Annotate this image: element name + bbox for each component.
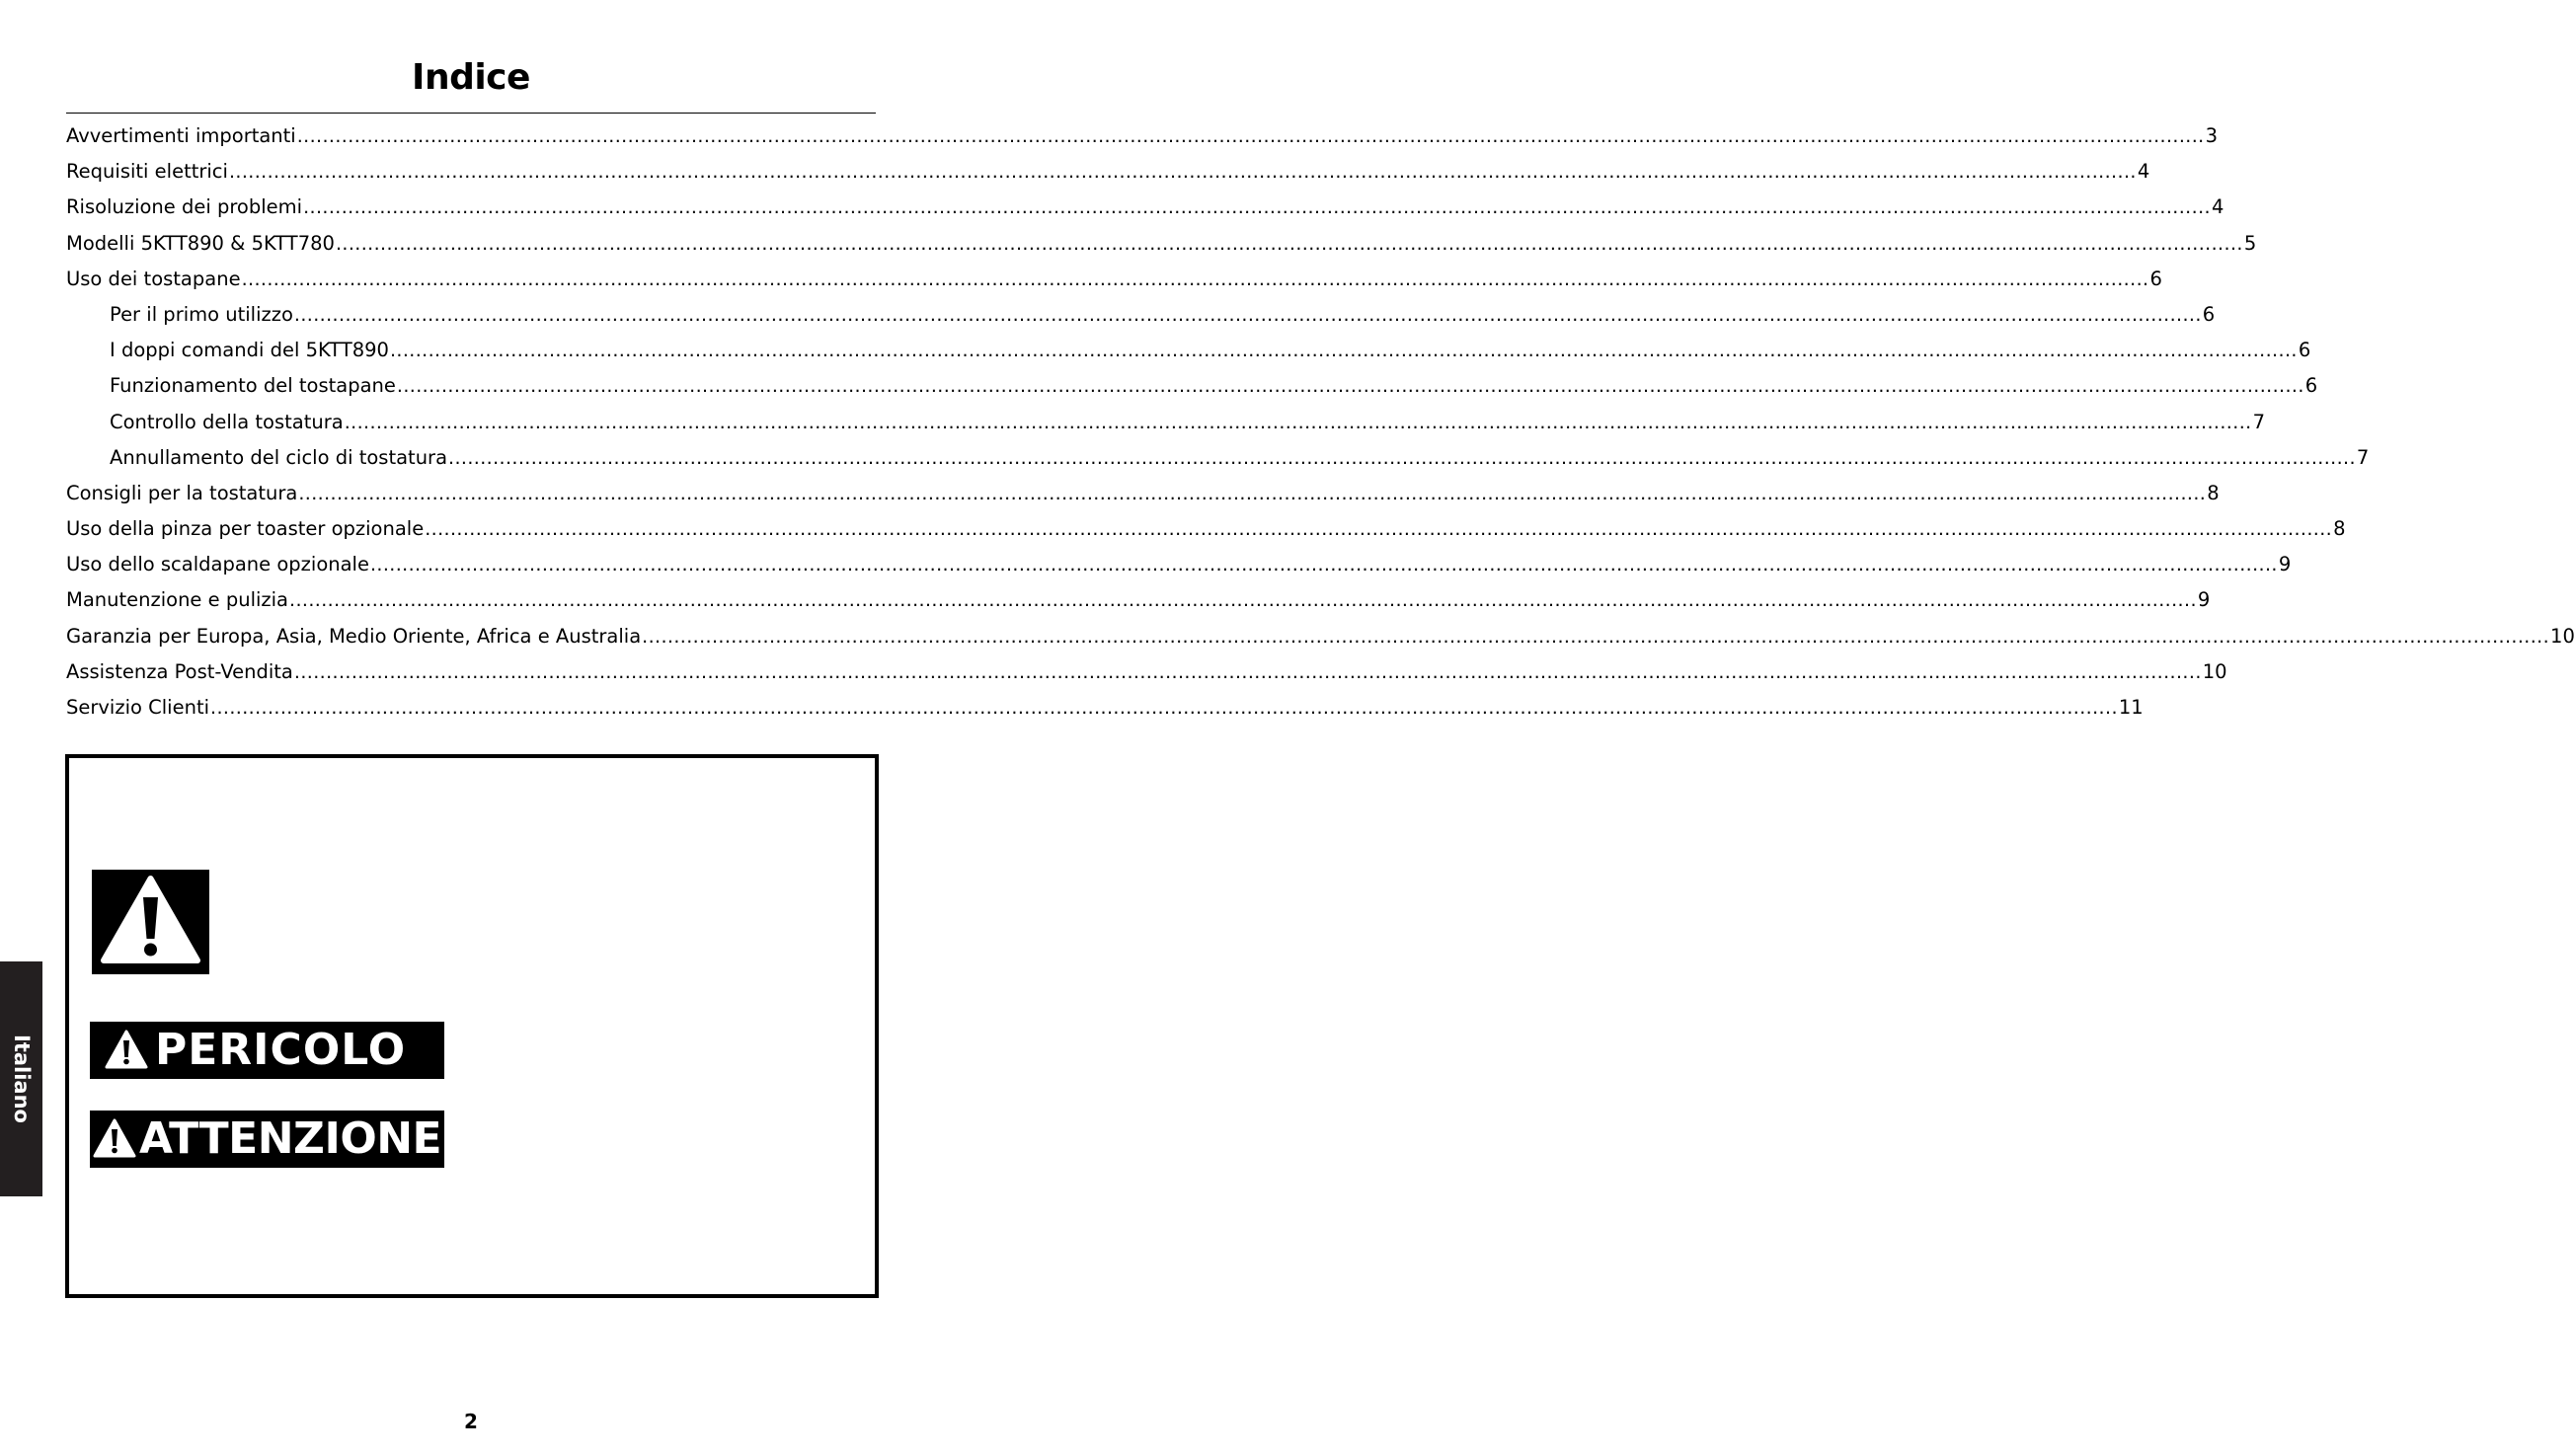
toc-dot-leader: ............................................................................................................................................................................................................................................................................................................ — [228, 161, 2137, 184]
toc-entry-label: Consigli per la tostatura — [66, 481, 298, 504]
toc-entry — [66, 333, 2311, 368]
toc-entry — [66, 297, 2216, 333]
language-tab — [0, 961, 42, 1196]
toc-entry — [66, 118, 2219, 154]
toc-entry-label: Uso della pinza per toaster opzionale — [66, 517, 425, 541]
toc-entry-label: Uso dello scaldapane opzionale — [66, 553, 369, 576]
toc-entry-page: 6 — [2298, 339, 2311, 362]
danger-warning-icon — [104, 1029, 149, 1070]
toc-entry-page: 3 — [2205, 124, 2219, 147]
toc-entry-page: 9 — [2197, 588, 2211, 612]
toc-dot-leader: ............................................................................................................................................................................................................................................................................................................ — [289, 589, 2197, 612]
toc-entry — [66, 154, 2150, 190]
toc-entry — [66, 690, 2144, 726]
toc-dot-leader: ............................................................................................................................................................................................................................................................................................................ — [425, 518, 2333, 541]
toc-dot-leader: ............................................................................................................................................................................................................................................................................................................ — [296, 125, 2205, 147]
title-divider — [66, 113, 876, 114]
toc-entry-page: 7 — [2356, 445, 2370, 469]
toc-dot-leader: ............................................................................................................................................................................................................................................................................................................ — [298, 482, 2207, 504]
toc-entry-page: 8 — [2333, 517, 2346, 541]
caution-warning-icon — [92, 1117, 137, 1159]
warning-label: ATTENZIONE — [139, 1113, 442, 1164]
toc-dot-leader: ............................................................................................................................................................................................................................................................................................................ — [303, 196, 2211, 219]
page-number: 2 — [464, 1410, 478, 1433]
toc-entry — [66, 226, 2257, 262]
safety-notice-box — [65, 754, 879, 1298]
danger-label: PERICOLO — [155, 1025, 407, 1075]
toc-entry-page: 4 — [2211, 195, 2224, 219]
toc-entry — [66, 405, 2265, 440]
toc-entry-label: Modelli 5KTT890 & 5KTT780 — [66, 231, 335, 255]
toc-entry-page: 6 — [2304, 374, 2318, 398]
toc-entry-label: Per il primo utilizzo — [110, 302, 293, 326]
toc-entry-page: 4 — [2137, 160, 2150, 184]
toc-entry — [66, 262, 2162, 297]
toc-entry-label: Avvertimenti importanti — [66, 124, 296, 147]
toc-entry-page: 7 — [2252, 410, 2265, 433]
toc-dot-leader: ............................................................................................................................................................................................................................................................................................................ — [293, 660, 2202, 683]
toc-entry-page: 10 — [2550, 624, 2575, 648]
toc-entry-label: Controllo della tostatura — [110, 410, 344, 433]
language-tab-label: Italiano — [9, 1035, 34, 1123]
toc-entry-label: Annullamento del ciclo di tostatura — [110, 445, 448, 469]
toc-dot-leader: ............................................................................................................................................................................................................................................................................................................ — [241, 268, 2149, 290]
toc-entry-page: 6 — [2149, 267, 2162, 290]
toc-entry-label: Funzionamento del tostapane — [110, 374, 396, 398]
toc-dot-leader: ............................................................................................................................................................................................................................................................................................................ — [344, 411, 2252, 433]
toc-dot-leader: ............................................................................................................................................................................................................................................................................................................ — [642, 625, 2550, 648]
toc-entry — [66, 654, 2227, 690]
toc-entry-label: I doppi comandi del 5KTT890 — [110, 339, 389, 362]
toc-entry-label: Uso dei tostapane — [66, 267, 241, 290]
toc-entry — [66, 619, 2575, 654]
page-title: Indice — [412, 57, 530, 98]
toc-entry — [66, 476, 2220, 511]
toc-dot-leader: ............................................................................................................................................................................................................................................................................................................ — [335, 232, 2243, 255]
toc-dot-leader: ............................................................................................................................................................................................................................................................................................................ — [448, 446, 2356, 469]
toc-entry-page: 6 — [2202, 302, 2216, 326]
toc-entry-label: Requisiti elettrici — [66, 160, 228, 184]
danger-badge — [90, 1022, 444, 1079]
toc-entry-label: Assistenza Post-Vendita — [66, 659, 293, 683]
toc-entry — [66, 582, 2211, 618]
toc-entry-label: Risoluzione dei problemi — [66, 195, 303, 219]
toc-entry — [66, 368, 2318, 404]
warning-triangle-icon — [92, 870, 209, 974]
warning-badge — [90, 1111, 444, 1168]
toc-entry-label: Manutenzione e pulizia — [66, 588, 289, 612]
toc-entry — [66, 547, 2292, 582]
toc-entry-page: 11 — [2118, 696, 2144, 719]
toc-dot-leader: ............................................................................................................................................................................................................................................................................................................ — [389, 340, 2298, 362]
toc-entry-page: 8 — [2207, 481, 2220, 504]
toc-dot-leader: ............................................................................................................................................................................................................................................................................................................ — [210, 697, 2118, 719]
toc-dot-leader: ............................................................................................................................................................................................................................................................................................................ — [293, 303, 2202, 326]
toc-entry-page: 10 — [2202, 659, 2227, 683]
toc-entry — [66, 511, 2346, 547]
toc-entry-page: 9 — [2278, 553, 2292, 576]
toc-entry — [66, 440, 2370, 476]
toc-entry-label: Servizio Clienti — [66, 696, 210, 719]
toc-entry-label: Garanzia per Europa, Asia, Medio Oriente, Africa e Australia — [66, 624, 642, 648]
toc-dot-leader: ............................................................................................................................................................................................................................................................................................................ — [369, 554, 2278, 576]
toc-entry-page: 5 — [2243, 231, 2257, 255]
toc-entry — [66, 190, 2224, 225]
table-of-contents — [66, 118, 2575, 726]
toc-dot-leader: ............................................................................................................................................................................................................................................................................................................ — [396, 375, 2304, 398]
